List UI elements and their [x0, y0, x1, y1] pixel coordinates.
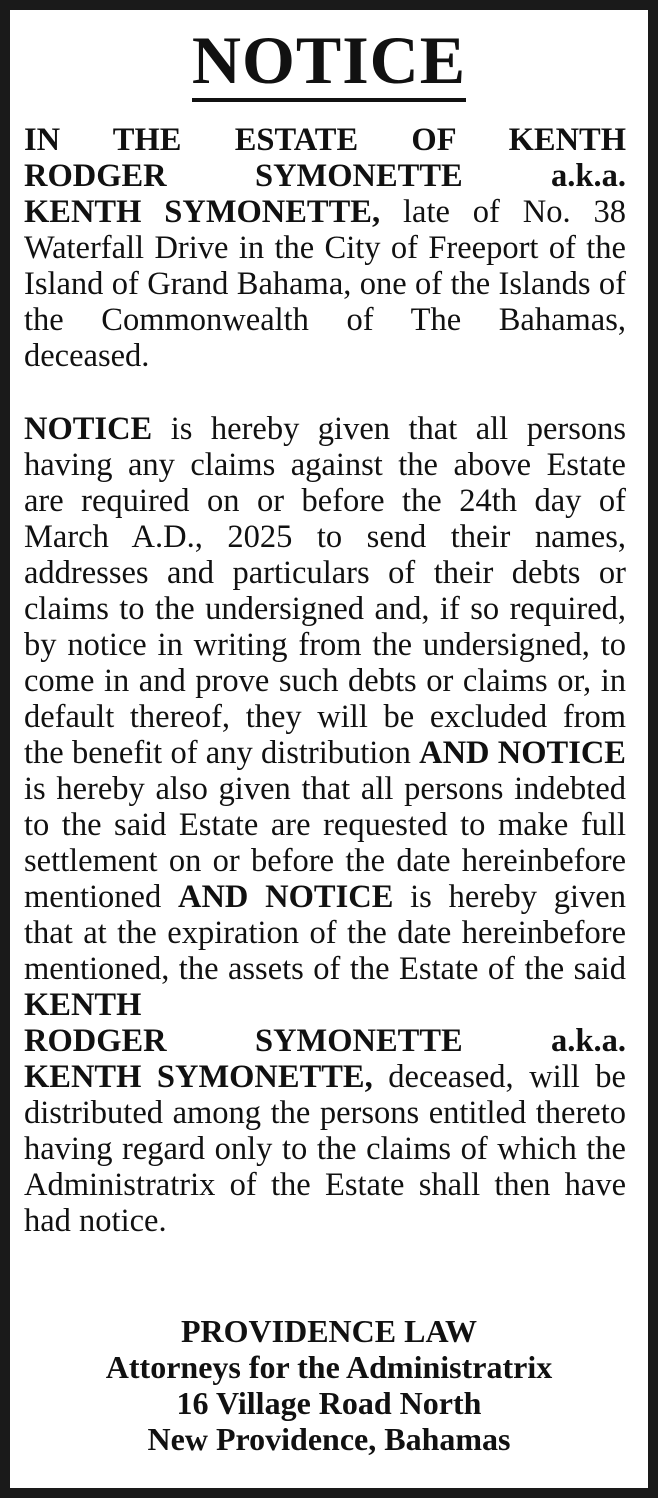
- body-text-4: deceased, will be distributed among the persons entitled thereto having regard only to the claims of which the Administratrix of the Estate shall then have had notice.: [24, 1059, 626, 1239]
- deceased-name-line-1: KENTH: [24, 987, 142, 1023]
- body-text-2: is hereby also given that all persons indebted to the said Estate are requested to make full settlement on or before the date hereinbefore mentioned: [24, 771, 626, 915]
- notice-title-text: NOTICE: [192, 22, 466, 102]
- body-text-3: is hereby given that at the expiration of the date hereinbefore mentioned, the assets of the Estate of the said: [24, 879, 626, 987]
- deceased-name-line-3: KENTH SYMONETTE,: [24, 1059, 373, 1095]
- deceased-name-line-2: RODGER SYMONETTE a.k.a.: [24, 1023, 626, 1059]
- notice-lead: NOTICE: [24, 411, 153, 447]
- deceased-name: KENTH SYMONETTE,: [24, 194, 381, 230]
- estate-heading-line-2: RODGER SYMONETTE a.k.a.: [24, 158, 626, 194]
- firm-street: 16 Village Road North: [176, 1385, 482, 1421]
- notice-body-paragraph: [24, 411, 626, 1239]
- notice-title: [0, 20, 658, 100]
- signature-block: [0, 1313, 658, 1457]
- estate-paragraph: [24, 122, 626, 374]
- firm-city: New Providence, Bahamas: [147, 1421, 511, 1457]
- body-text-1: is hereby given that all persons having any claims against the above Estate are required on or before the 24th day of March A.D., 2025 to send their names, addresses and particulars of their debts or claims to the undersigned and, if so required, by notice in writing from the undersigned, to come in and prove such debts or claims or, in default thereof, they will be excluded from the benefit of any distribution: [24, 411, 626, 771]
- estate-description: late of No. 38 Waterfall Drive in the City of Freeport of the Island of Grand Bahama, one of the Islands of the Commonwealth of The Bahamas, deceased.: [24, 194, 626, 374]
- and-notice-2: AND NOTICE: [177, 879, 394, 915]
- firm-role: Attorneys for the Administratrix: [105, 1349, 553, 1385]
- firm-name: PROVIDENCE LAW: [180, 1313, 478, 1349]
- estate-heading-line-1: IN THE ESTATE OF KENTH: [24, 122, 626, 158]
- and-notice-1: AND NOTICE: [419, 735, 626, 771]
